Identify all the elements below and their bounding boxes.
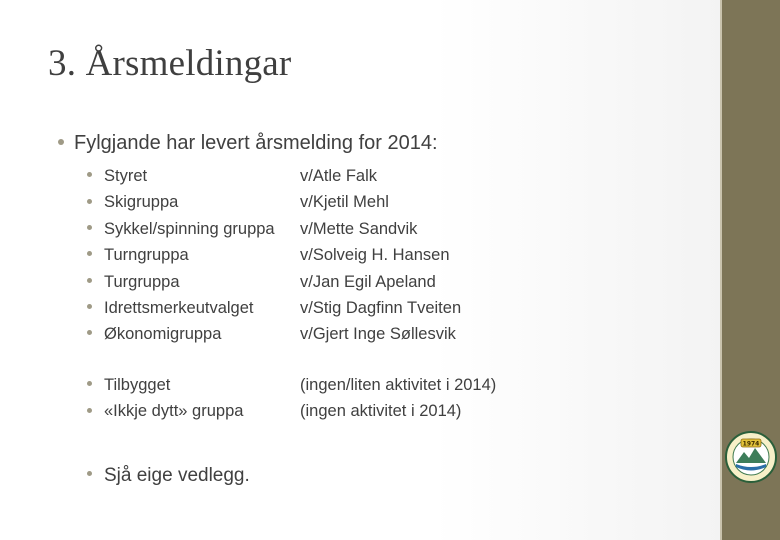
bullet-icon xyxy=(87,381,92,386)
club-logo-icon xyxy=(724,430,778,484)
group-name: Idrettsmerkeutvalget xyxy=(104,298,254,317)
group-name: Skigruppa xyxy=(104,193,179,212)
bullet-icon xyxy=(58,139,64,145)
bullet-icon xyxy=(87,278,92,283)
group-name: Turgruppa xyxy=(104,272,180,291)
bullet-icon xyxy=(87,408,92,413)
group-note: (ingen aktivitet i 2014) xyxy=(300,402,462,421)
group-contact: v/Kjetil Mehl xyxy=(300,193,389,212)
group-contact: v/Jan Egil Apeland xyxy=(300,272,436,291)
group-name: Styret xyxy=(104,167,148,185)
bullet-icon xyxy=(87,225,92,230)
group-name: Økonomigruppa xyxy=(104,325,222,344)
group-contact: v/Stig Dagfinn Tveiten xyxy=(300,298,462,317)
group-name: «Ikkje dytt» gruppa xyxy=(104,402,244,421)
intro-bullet xyxy=(58,132,438,155)
logo-year: 1974 xyxy=(742,440,760,448)
group-contact: v/Gjert Inge Søllesvik xyxy=(300,325,456,344)
bullet-icon xyxy=(87,172,92,177)
group-note: (ingen/liten aktivitet i 2014) xyxy=(300,376,497,394)
bullet-icon xyxy=(87,199,92,204)
group-name: Sykkel/spinning gruppa xyxy=(104,219,275,238)
bullet-icon xyxy=(87,251,92,256)
closing-text: Sjå eige vedlegg. xyxy=(104,465,250,486)
group-contact: v/Solveig H. Hansen xyxy=(300,246,450,265)
bullet-icon xyxy=(87,330,92,335)
bullet-icon xyxy=(87,304,92,309)
group-name: Tilbygget xyxy=(104,376,171,394)
bullet-icon xyxy=(87,471,92,476)
intro-text: Fylgjande har levert årsmelding for 2014: xyxy=(74,132,438,154)
slide-title: 3. Årsmeldingar xyxy=(48,43,292,84)
closing-bullet xyxy=(87,465,250,487)
group-contact: v/Atle Falk xyxy=(300,167,378,185)
group-contact: v/Mette Sandvik xyxy=(300,219,418,238)
group-name: Turngruppa xyxy=(104,246,189,265)
